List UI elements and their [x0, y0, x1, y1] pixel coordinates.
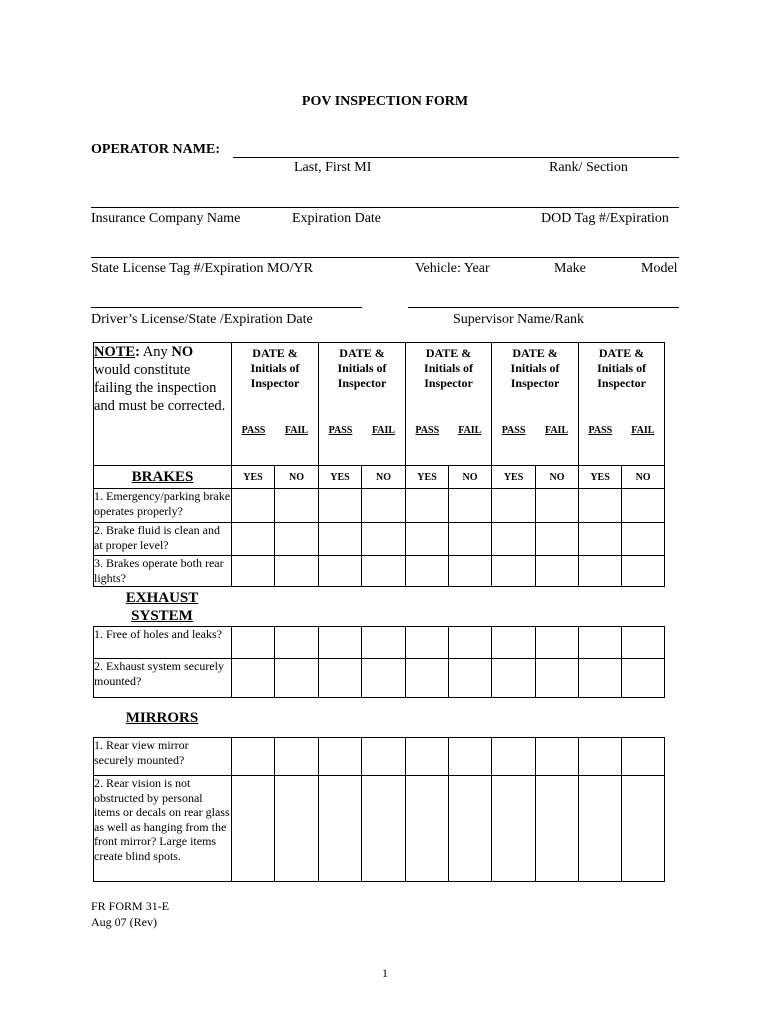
- check-cell[interactable]: [579, 776, 622, 882]
- check-cell[interactable]: [319, 738, 362, 776]
- yes-label: YES: [492, 466, 536, 489]
- check-cell[interactable]: [622, 523, 665, 556]
- vehicle-year-label: Vehicle: Year: [415, 261, 490, 276]
- inspector-header-initials: Initials of: [597, 361, 647, 375]
- inspection-table: [93, 342, 665, 587]
- fail-label: FAIL: [371, 425, 396, 436]
- check-cell[interactable]: [319, 627, 362, 659]
- check-cell[interactable]: [406, 776, 449, 882]
- check-cell[interactable]: [406, 738, 449, 776]
- inspector-header-initials: Initials of: [424, 361, 474, 375]
- check-cell[interactable]: [362, 556, 406, 587]
- page-number: 1: [382, 966, 388, 980]
- inspector-header-date: DATE &: [512, 346, 558, 360]
- check-cell[interactable]: [622, 659, 665, 698]
- check-cell[interactable]: [362, 489, 406, 523]
- exhaust-item-2: 2. Exhaust system securely mounted?: [94, 659, 232, 698]
- note-label: NOTE: [94, 344, 136, 360]
- check-cell[interactable]: [622, 738, 665, 776]
- check-cell[interactable]: [362, 627, 406, 659]
- inspector-header-date: DATE &: [252, 346, 298, 360]
- check-cell[interactable]: [319, 489, 362, 523]
- expiration-date-label: Expiration Date: [292, 211, 382, 226]
- check-cell[interactable]: [449, 776, 492, 882]
- check-cell[interactable]: [492, 659, 536, 698]
- check-cell[interactable]: [362, 738, 406, 776]
- dod-tag-label: DOD Tag #/Expiration: [541, 211, 669, 226]
- no-label: NO: [622, 466, 665, 489]
- supervisor-field[interactable]: [408, 307, 679, 308]
- no-label: NO: [275, 466, 319, 489]
- last-first-mi-label: Last, First MI: [294, 160, 372, 175]
- make-label: Make: [554, 261, 586, 276]
- operator-name-field[interactable]: [233, 157, 679, 158]
- check-cell[interactable]: [492, 776, 536, 882]
- pass-label: PASS: [501, 425, 526, 436]
- no-label: NO: [362, 466, 406, 489]
- check-cell[interactable]: [536, 738, 579, 776]
- check-cell[interactable]: [622, 556, 665, 587]
- form-revision: Aug 07 (Rev): [91, 915, 157, 929]
- inspector-header-inspector: Inspector: [337, 376, 387, 390]
- check-cell[interactable]: [579, 627, 622, 659]
- check-cell[interactable]: [449, 738, 492, 776]
- check-cell[interactable]: [492, 738, 536, 776]
- check-cell[interactable]: [232, 489, 275, 523]
- check-cell[interactable]: [406, 627, 449, 659]
- check-cell[interactable]: [449, 556, 492, 587]
- check-cell[interactable]: [275, 738, 319, 776]
- mirrors-table: [93, 737, 665, 882]
- inspector-header-initials: Initials of: [250, 361, 300, 375]
- note-any: Any: [139, 344, 172, 360]
- section-brakes-title: BRAKES: [94, 466, 232, 489]
- check-cell[interactable]: [622, 776, 665, 882]
- check-cell[interactable]: [579, 738, 622, 776]
- mirrors-item-1: 1. Rear view mirror securely mounted?: [94, 738, 232, 776]
- model-label: Model: [641, 261, 678, 276]
- check-cell[interactable]: [319, 659, 362, 698]
- inspector-header-initials: Initials of: [510, 361, 560, 375]
- check-cell[interactable]: [275, 776, 319, 882]
- inspector-header-inspector: Inspector: [510, 376, 560, 390]
- exhaust-table: [93, 626, 665, 698]
- check-cell[interactable]: [406, 523, 449, 556]
- check-cell[interactable]: [275, 556, 319, 587]
- check-cell[interactable]: [406, 556, 449, 587]
- check-cell[interactable]: [362, 776, 406, 882]
- pass-label: PASS: [328, 425, 353, 436]
- check-cell[interactable]: [232, 523, 275, 556]
- check-cell[interactable]: [492, 489, 536, 523]
- check-cell[interactable]: [449, 489, 492, 523]
- inspector-header-3: [406, 343, 492, 466]
- drivers-license-field[interactable]: [91, 307, 362, 308]
- section-exhaust-title: [93, 589, 231, 625]
- fail-label: FAIL: [458, 425, 482, 436]
- check-cell[interactable]: [622, 489, 665, 523]
- check-cell[interactable]: [622, 627, 665, 659]
- note-cell: [94, 343, 232, 466]
- check-cell[interactable]: [362, 523, 406, 556]
- check-cell[interactable]: [492, 556, 536, 587]
- check-cell[interactable]: [275, 659, 319, 698]
- page-title: POV INSPECTION FORM: [301, 94, 469, 109]
- fail-label: FAIL: [284, 425, 309, 436]
- check-cell[interactable]: [579, 489, 622, 523]
- no-label: NO: [449, 466, 492, 489]
- note-colon: :: [135, 344, 140, 360]
- check-cell[interactable]: [275, 489, 319, 523]
- note-text: would constitute failing the inspection and must be corrected.: [94, 362, 226, 414]
- exhaust-title-line1: EXHAUST: [125, 590, 199, 606]
- check-cell[interactable]: [232, 556, 275, 587]
- check-cell[interactable]: [449, 523, 492, 556]
- check-cell[interactable]: [579, 523, 622, 556]
- yes-label: YES: [319, 466, 362, 489]
- check-cell[interactable]: [362, 659, 406, 698]
- inspector-header-4: [492, 343, 579, 466]
- exhaust-title-line2: SYSTEM: [131, 608, 193, 624]
- brakes-item-3: 3. Brakes operate both rear lights?: [94, 556, 232, 587]
- fail-label: FAIL: [631, 425, 655, 436]
- check-cell[interactable]: [319, 556, 362, 587]
- check-cell[interactable]: [449, 627, 492, 659]
- yes-label: YES: [406, 466, 449, 489]
- check-cell[interactable]: [232, 627, 275, 659]
- state-tag-field[interactable]: [91, 257, 679, 258]
- check-cell[interactable]: [579, 556, 622, 587]
- operator-name-label: OPERATOR NAME:: [91, 142, 220, 157]
- check-cell[interactable]: [232, 738, 275, 776]
- insurance-company-label: Insurance Company Name: [91, 211, 241, 226]
- note-no: NO: [171, 344, 194, 360]
- check-cell[interactable]: [449, 659, 492, 698]
- check-cell[interactable]: [536, 556, 579, 587]
- check-cell[interactable]: [536, 659, 579, 698]
- inspector-header-5: [579, 343, 665, 466]
- inspector-header-date: DATE &: [425, 346, 472, 360]
- inspector-header-inspector: Inspector: [250, 376, 300, 390]
- inspector-header-inspector: Inspector: [424, 376, 473, 390]
- check-cell[interactable]: [406, 659, 449, 698]
- check-cell[interactable]: [319, 523, 362, 556]
- check-cell[interactable]: [536, 776, 579, 882]
- pass-label: PASS: [415, 425, 440, 436]
- drivers-license-label: Driver’s License/State /Expiration Date: [91, 312, 313, 327]
- exhaust-item-1: 1. Free of holes and leaks?: [94, 627, 232, 659]
- no-label: NO: [536, 466, 579, 489]
- check-cell[interactable]: [275, 523, 319, 556]
- brakes-item-1: 1. Emergency/parking brake operates properly?: [94, 489, 232, 523]
- check-cell[interactable]: [492, 627, 536, 659]
- check-cell[interactable]: [406, 489, 449, 523]
- state-license-tag-label: State License Tag #/Expiration MO/YR: [91, 261, 313, 276]
- inspector-header-initials: Initials of: [337, 361, 387, 375]
- check-cell[interactable]: [579, 659, 622, 698]
- inspector-header-2: [319, 343, 406, 466]
- check-cell[interactable]: [492, 523, 536, 556]
- pass-label: PASS: [241, 425, 266, 436]
- inspector-header-1: [232, 343, 319, 466]
- insurance-field[interactable]: [91, 207, 679, 208]
- inspector-header-inspector: Inspector: [597, 376, 646, 390]
- pass-label: PASS: [588, 425, 613, 436]
- check-cell[interactable]: [232, 776, 275, 882]
- form-number: FR FORM 31-E: [91, 899, 170, 913]
- fail-label: FAIL: [544, 425, 569, 436]
- check-cell[interactable]: [536, 627, 579, 659]
- supervisor-label: Supervisor Name/Rank: [453, 312, 585, 327]
- inspector-header-date: DATE &: [598, 346, 645, 360]
- check-cell[interactable]: [536, 523, 579, 556]
- yes-label: YES: [232, 466, 275, 489]
- mirrors-item-2: 2. Rear vision is not obstructed by personal items or decals on rear glass as well as hanging from the front mirror? Large items create blind spots.: [94, 776, 232, 882]
- yes-label: YES: [579, 466, 622, 489]
- brakes-item-2: 2. Brake fluid is clean and at proper level?: [94, 523, 232, 556]
- inspector-header-date: DATE &: [339, 346, 385, 360]
- check-cell[interactable]: [536, 489, 579, 523]
- check-cell[interactable]: [275, 627, 319, 659]
- rank-section-label: Rank/ Section: [549, 160, 628, 175]
- check-cell[interactable]: [232, 659, 275, 698]
- section-mirrors-title: MIRRORS: [125, 710, 199, 726]
- check-cell[interactable]: [319, 776, 362, 882]
